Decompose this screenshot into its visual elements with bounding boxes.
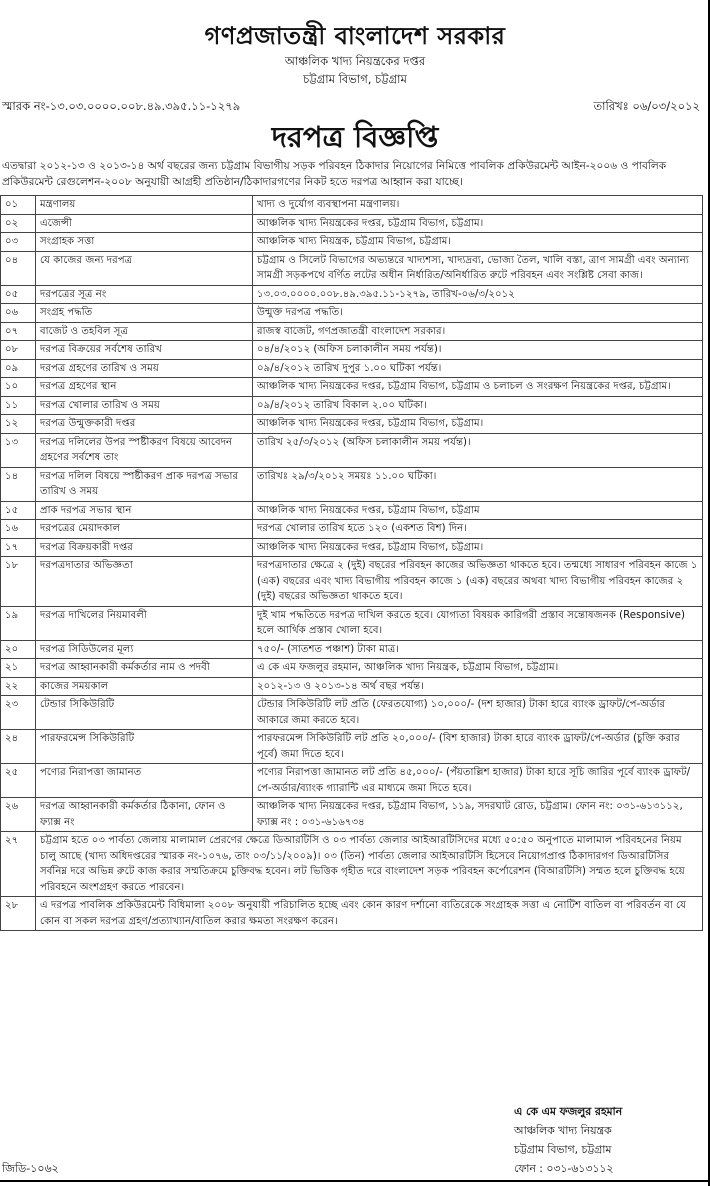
intro-paragraph: এতদ্বারা ২০১২-১৩ ও ২০১৩-১৪ অর্থ বছরের জন্য চট্টগ্রাম বিভাগীয় সড়ক পরিবহন ঠিকাদার নিয়োগের নিমিত্তে পাবলিক প্রকিউরমেন্ট আইন-২০০৬ ও পাবলিক প্রকিউরমেন্ট রেগুলেশন-২০০৮ অনুযায়ী আগ্রহী প্রতিষ্ঠান/ঠিকাদারগণের নিকট হতে দরপত্র আহ্বান করা যাচ্ছে।: [2, 160, 667, 188]
row-label: যে কাজের জন্য দরপত্র: [36, 251, 253, 285]
row-number: ১৯: [1, 606, 36, 640]
table-row: [1, 196, 703, 215]
gd-code: জিডি-১০৬২: [2, 1162, 59, 1175]
memo-number: স্মারক নং-১৩.০৩.০০০০.০০৮.৪৯.৩৯৫.১১-১২৭৯: [2, 99, 241, 113]
row-value: ০৯/৪/২০১২ তারিখ বিকাল ২.০০ ঘটিকা।: [253, 396, 703, 415]
row-number: ০৭: [1, 322, 36, 341]
row-value: দুই খাম পদ্ধতিতে দরপত্র দাখিল করতে হবে। যোগ্যতা বিষয়ক কারিগরী প্রস্তাব সন্তোষজনক (Responsive) হলে আর্থিক প্রস্তাব খোলা হবে।: [253, 606, 703, 640]
row-label: কাজের সময়কাল: [36, 677, 253, 696]
row-value: ০৪/৪/২০১২ (অফিস চলাকালীন সময় পর্যন্ত)।: [253, 341, 703, 360]
row-number: ১৮: [1, 557, 36, 607]
table-row: [1, 798, 703, 832]
table-row: [1, 467, 703, 501]
row-label: দরপত্র খোলার তারিখ ও সময়: [36, 396, 253, 415]
row-number: ০২: [1, 214, 36, 233]
row-label: দরপত্র উন্মুক্তকারী দপ্তর: [36, 415, 253, 434]
row-label: মন্ত্রণালয়: [36, 196, 253, 215]
bottom-rule: [0, 1180, 710, 1182]
row-number: ১৭: [1, 538, 36, 557]
row-number: ১৬: [1, 520, 36, 539]
row-value: তারিখঃ ২৯/৩/২০১২ সময়ঃ ১১.০০ ঘটিকা।: [253, 467, 703, 501]
row-value: উন্মুক্ত দরপত্র পদ্ধতি।: [253, 304, 703, 323]
row-value: দরপত্রদাতার ক্ষেত্রে ২ (দুই) বছরের পরিবহন কাজের অভিজ্ঞতা থাকতে হবে। তন্মধ্যে সাধারণ পরিবহন কাজে ১ (এক) বছরের এবং খাদ্য বিভাগীয় পরিবহন কাজে ১ (এক) বছরের অথবা খাদ্য বিভাগীয় পরিবহন কাজের ২ (দুই) বছরের অভিজ্ঞতা থাকতে হবে।: [253, 557, 703, 607]
table-row: [1, 251, 703, 285]
row-value: টেন্ডার সিকিউরিটি লট প্রতি (ফেরতযোগ্য) ১০,০০০/- (দশ হাজার) টাকা হারে ব্যাংক ড্রাফট/পে-অর্ডার আকারে জমা করতে হবে।: [253, 696, 703, 730]
row-text: চট্টগ্রাম হতে ০৩ পার্বত্য জেলায় মালামাল প্রেরণের ক্ষেত্রে ডিআরটিসি ও ০৩ পার্বত্য জেলার আইআরটিসিদের মধ্যে ৫০:৫০ অনুপাতে মালামাল পরিবহনের নিয়ম চালু আছে (খাদ্য অধিদপ্তরের স্মারক নং-১০৭৬, তাং ০৩/১১/২০০৯)। ০৩ (তিন) পার্বত্য জেলার আইআরটিসি হিসেবে নিয়োগপ্রাপ্ত ঠিকাদারগণ ডিআরটিসির সর্বনিম্ন দরে অভিন্ন রুটে কাজ করার সম্মতিক্রমে চুক্তিবদ্ধ হবেন। লট ভিত্তিক গৃহীত দরে বাংলাদেশ সড়ক পরিবহন কর্পোরেশন (বিআরটিসি) সম্মত হলে চুক্তিবদ্ধ হয়ে পরিবহনে অংশগ্রহণ করতে পারবেন।: [36, 832, 703, 897]
row-label: টেন্ডার সিকিউরিটি: [36, 696, 253, 730]
row-value: ২০১২-১৩ ও ২০১৩-১৪ অর্থ বছর পর্যন্ত।: [253, 677, 703, 696]
table-row: [1, 378, 703, 397]
row-number: ২৪: [1, 730, 36, 764]
row-value: আঞ্চলিক খাদ্য নিয়ন্ত্রকের দপ্তর, চট্টগ্রাম বিভাগ, চট্টগ্রাম।: [253, 538, 703, 557]
row-label: সংগ্রহ পদ্ধতি: [36, 304, 253, 323]
table-row: [1, 415, 703, 434]
row-number: ১৩: [1, 433, 36, 467]
row-number: ০১: [1, 196, 36, 215]
row-value: আঞ্চলিক খাদ্য নিয়ন্ত্রক, চট্টগ্রাম বিভাগ, চট্টগ্রাম।: [253, 233, 703, 252]
table-row: [1, 322, 703, 341]
row-value: আঞ্চলিক খাদ্য নিয়ন্ত্রকের দপ্তর, চট্টগ্রাম বিভাগ, ১১৯, সদরঘাট রোড, চট্টগ্রাম। ফোন নং: ০৩১-৬১৩১১২, ফ্যাক্স নং : ০৩১-৬১৬৭৩৪: [253, 798, 703, 832]
row-number: ০৩: [1, 233, 36, 252]
table-row: [1, 433, 703, 467]
table-row: [1, 659, 703, 678]
row-value: এ কে এম ফজলুর রহমান, আঞ্চলিক খাদ্য নিয়ন্ত্রক, চট্টগ্রাম বিভাগ, চট্টগ্রাম।: [253, 659, 703, 678]
row-number: ১১: [1, 396, 36, 415]
table-row: [1, 396, 703, 415]
row-label: দরপত্রের সূত্র নং: [36, 285, 253, 304]
notice-title: দরপত্র বিজ্ঞপ্তি: [271, 120, 439, 154]
table-row: [1, 304, 703, 323]
table-row: [1, 606, 703, 640]
row-label: দরপত্র দলিল বিষয়ে স্পষ্টীকরণ প্রাক দরপত্র সভার তারিখ ও সময়: [36, 467, 253, 501]
row-label: সংগ্রাহক সত্তা: [36, 233, 253, 252]
table-row: [1, 696, 703, 730]
row-value: দরপত্র খোলার তারিখ হতে ১২০ (একশত বিশ) দিন।: [253, 520, 703, 539]
row-number: ২৩: [1, 696, 36, 730]
row-number: ০৫: [1, 285, 36, 304]
row-value: আঞ্চলিক খাদ্য নিয়ন্ত্রকের দপ্তর, চট্টগ্রাম বিভাগ, চট্টগ্রাম।: [253, 214, 703, 233]
row-number: ০৯: [1, 359, 36, 378]
table-row: [1, 677, 703, 696]
row-label: দরপত্র আহ্বানকারী কর্মকর্তার নাম ও পদবী: [36, 659, 253, 678]
row-label: এজেন্সী: [36, 214, 253, 233]
row-label: পারফরমেন্স সিকিউরিটি: [36, 730, 253, 764]
signatory-place: চট্টগ্রাম বিভাগ, চট্টগ্রাম: [514, 1143, 612, 1156]
table-row: [1, 341, 703, 360]
table-row-wide: [1, 832, 703, 897]
row-label: বাজেট ও তহবিল সূত্র: [36, 322, 253, 341]
table-row: [1, 359, 703, 378]
office-name: আঞ্চলিক খাদ্য নিয়ন্ত্রকের দপ্তর: [284, 54, 426, 68]
row-value: রাজস্ব বাজেট, গণপ্রজাতন্ত্রী বাংলাদেশ সরকার।: [253, 322, 703, 341]
row-number: ১২: [1, 415, 36, 434]
row-value: খাদ্য ও দুর্যোগ ব্যবস্থাপনা মন্ত্রণালয়।: [253, 196, 703, 215]
row-number: ২৫: [1, 764, 36, 798]
row-number: ২৭: [1, 832, 36, 897]
row-value: ০৯/৪/২০১২ তারিখ দুপুর ১.০০ ঘটিকা পর্যন্ত।: [253, 359, 703, 378]
row-value: আঞ্চলিক খাদ্য নিয়ন্ত্রকের দপ্তর, চট্টগ্রাম বিভাগ, চট্টগ্রাম।: [253, 415, 703, 434]
table-row: [1, 233, 703, 252]
row-label: দরপত্রদাতার অভিজ্ঞতা: [36, 557, 253, 607]
row-label: দরপত্র সিডিউলের মূল্য: [36, 640, 253, 659]
table-row: [1, 640, 703, 659]
table-row: [1, 501, 703, 520]
row-value: আঞ্চলিক খাদ্য নিয়ন্ত্রকের দপ্তর, চট্টগ্রাম বিভাগ, চট্টগ্রাম ও চলাচল ও সংরক্ষণ নিয়ন্ত্রকের দপ্তর, চট্টগ্রাম।: [253, 378, 703, 397]
division-name: চট্টগ্রাম বিভাগ, চট্টগ্রাম: [303, 72, 407, 86]
row-number: ১৪: [1, 467, 36, 501]
row-value: চট্টগ্রাম ও সিলেট বিভাগের অভ্যন্তরে খাদ্যশস্য, খাদ্যদ্রব্য, ভোজ্য তৈল, খালি বস্তা, ত্রাণ সামগ্রী এবং অন্যান্য সামগ্রী সড়কপথে বর্ণিত লটের অধীন নির্ধারিত/অনির্ধারিত রুটে পরিবহন এবং সংশ্লিষ্ট সেবা কাজ।: [253, 251, 703, 285]
table-row-wide: [1, 897, 703, 931]
table-row: [1, 557, 703, 607]
row-value: ১৩.০৩.০০০০.০০৮.৪৯.৩৯৫.১১-১২৭৯, তারিখ-০৬/৩/২০১২: [253, 285, 703, 304]
table-row: [1, 764, 703, 798]
row-label: দরপত্র গ্রহণের তারিখ ও সময়: [36, 359, 253, 378]
row-number: ২১: [1, 659, 36, 678]
row-label: পণ্যের নিরাপত্তা জামানত: [36, 764, 253, 798]
row-number: ২৮: [1, 897, 36, 931]
memo-date: তারিখঃ ০৬/০৩/২০১২: [593, 99, 700, 113]
row-label: দরপত্র আহ্বানকারী কর্মকর্তার ঠিকানা, ফোন ও ফ্যাক্স নং: [36, 798, 253, 832]
government-title: গণপ্রজাতন্ত্রী বাংলাদেশ সরকার: [204, 22, 506, 50]
table-row: [1, 520, 703, 539]
row-value: ৭৫০/- (সাতশত পঞ্চাশ) টাকা মাত্র।: [253, 640, 703, 659]
row-label: প্রাক দরপত্র সভার স্থান: [36, 501, 253, 520]
table-row: [1, 538, 703, 557]
row-number: ২০: [1, 640, 36, 659]
row-value: পণ্যের নিরাপত্তা জামানত লট প্রতি ৪৫,০০০/- (পঁয়তাল্লিশ হাজার) টাকা হারে সূচি জারির পূর্বে ব্যাংক ড্রাফট/ পে-অর্ডার/ব্যাংক গ্যারান্টি এর মাধ্যমে জমা দিতে হবে।: [253, 764, 703, 798]
row-number: ২৬: [1, 798, 36, 832]
signatory-phone: ফোন : ০৩১-৬১৩১১২: [514, 1162, 614, 1175]
row-label: দরপত্র বিক্রয়কারী দপ্তর: [36, 538, 253, 557]
signatory-name: এ কে এম ফজলুর রহমান: [514, 1105, 623, 1118]
row-number: ১০: [1, 378, 36, 397]
row-text: এ দরপত্র পাবলিক প্রকিউরমেন্ট বিধিমালা ২০০৮ অনুযায়ী পরিচালিত হচ্ছে এবং কোন কারণ দর্শানো ব্যতিরেকে সংগ্রাহক সত্তা এ নোটিশ বাতিল বা পরিবর্তন বা যে কোন বা সকল দরপত্র গ্রহণ/প্রত্যাখ্যান/বাতিল করার ক্ষমতা সংরক্ষণ করেন।: [36, 897, 703, 931]
row-number: ০৪: [1, 251, 36, 285]
table-row: [1, 730, 703, 764]
row-number: ১৫: [1, 501, 36, 520]
table-row: [1, 214, 703, 233]
table-row: [1, 285, 703, 304]
signatory-designation: আঞ্চলিক খাদ্য নিয়ন্ত্রক: [514, 1124, 612, 1137]
row-label: দরপত্র দাখিলের নিয়মাবলী: [36, 606, 253, 640]
row-label: দরপত্র দলিলের উপর স্পষ্টীকরণ বিষয়ে আবেদন গ্রহণের সর্বশেষ তাং: [36, 433, 253, 467]
row-label: দরপত্র বিক্রয়ের সর্বশেষ তারিখ: [36, 341, 253, 360]
row-value: পারফরমেন্স সিকিউরিটি লট প্রতি ২০,০০০/- (বিশ হাজার) টাকা হারে ব্যাংক ড্রাফট/পে-অর্ডার (চুক্তি করার পূর্বে) জমা দিতে হবে।: [253, 730, 703, 764]
row-value: আঞ্চলিক খাদ্য নিয়ন্ত্রকের দপ্তর, চট্টগ্রাম বিভাগ, চট্টগ্রাম: [253, 501, 703, 520]
signature-block: [514, 1102, 694, 1178]
row-number: ০৮: [1, 341, 36, 360]
row-label: দরপত্রের মেয়াদকাল: [36, 520, 253, 539]
row-number: ২২: [1, 677, 36, 696]
row-number: ০৬: [1, 304, 36, 323]
row-label: দরপত্র গ্রহণের স্থান: [36, 378, 253, 397]
tender-details-table: [0, 195, 703, 931]
row-value: তারিখ ২৫/৩/২০১২ (অফিস চলাকালীন সময় পর্যন্ত)।: [253, 433, 703, 467]
